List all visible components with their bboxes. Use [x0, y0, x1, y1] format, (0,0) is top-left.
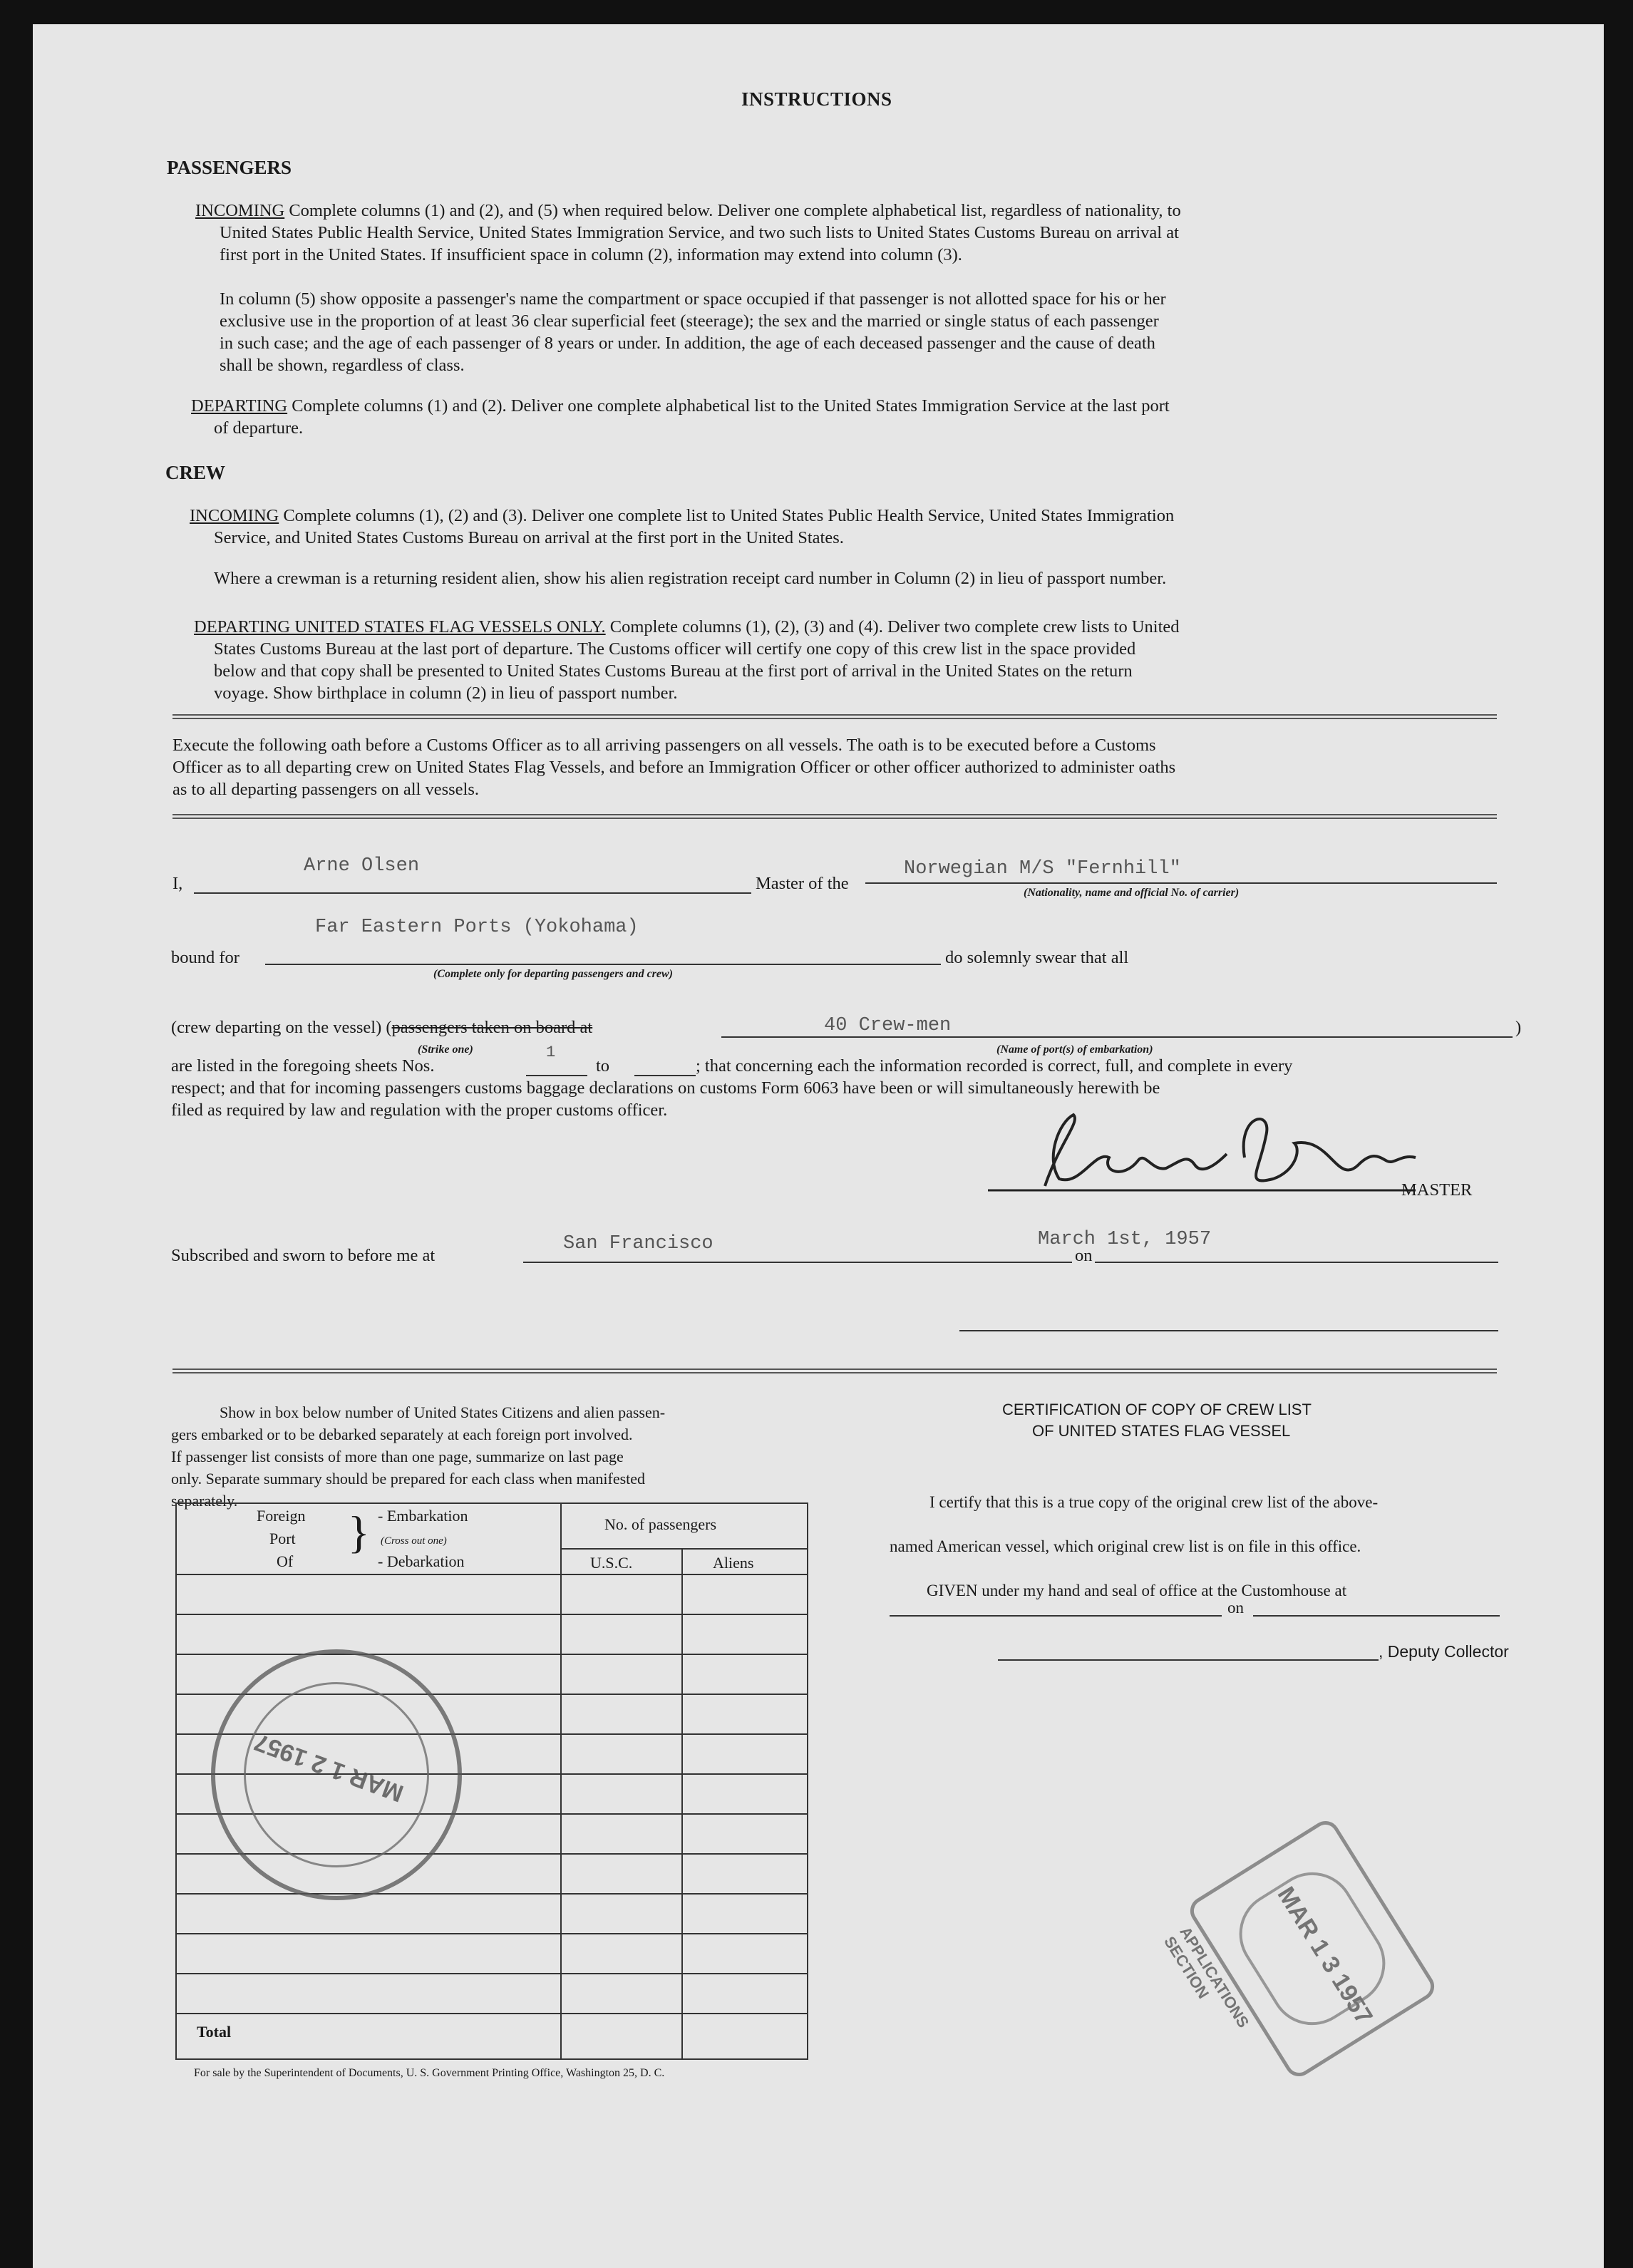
passengers-heading: PASSENGERS	[167, 157, 292, 178]
table-row-line	[177, 1654, 807, 1655]
officer-signature-line[interactable]	[959, 1330, 1498, 1331]
summary-text-line1: Show in box below number of United States Citizens and alien passen-	[220, 1403, 666, 1421]
sworn-on-label: on	[1075, 1246, 1093, 1265]
divider-double-2	[172, 814, 1497, 815]
crew-departing-line2: States Customs Bureau at the last port of departure. The Customs officer will certify one copy of this crew list in the space provided	[214, 639, 1136, 659]
passengers-departing-line2: of departure.	[214, 418, 304, 438]
column5-line1: In column (5) show opposite a passenger's name the compartment or space occupied if that passenger is not allotted space for his or her	[220, 289, 1166, 309]
circular-stamp-date: MAR 1 2 1957	[250, 1728, 407, 1808]
sheet-from-line	[526, 1075, 587, 1076]
oath-intro-line1: Execute the following oath before a Customs Officer as to all arriving passengers on all vessels. The oath is to be executed before a Customs	[172, 736, 1156, 755]
crew-returning-text: Where a crewman is a returning resident alien, show his alien registration receipt card number in Column (2) in lieu of passport number.	[214, 569, 1167, 588]
deputy-collector-label: , Deputy Collector	[1379, 1642, 1509, 1661]
table-row-line	[177, 1933, 807, 1934]
table-row-line	[177, 1893, 807, 1895]
port-label: Port	[269, 1530, 296, 1547]
bound-for-line	[265, 964, 941, 965]
debarkation-label[interactable]: - Debarkation	[378, 1552, 465, 1570]
certification-text-2: named American vessel, which original crew list is on file in this office.	[890, 1537, 1361, 1555]
master-name-line	[194, 892, 751, 894]
table-row-line	[177, 2013, 807, 2014]
oath-i-label: I,	[172, 874, 183, 893]
embark-line	[721, 1036, 1513, 1038]
certification-text-1: I certify that this is a true copy of the original crew list of the above-	[929, 1493, 1379, 1511]
swear-label: do solemnly swear that all	[945, 948, 1129, 967]
certification-on-label: on	[1227, 1599, 1244, 1617]
master-label: MASTER	[1401, 1180, 1473, 1200]
rectangular-date-stamp	[1160, 1815, 1439, 2081]
strike-caption: (Strike one)	[418, 1043, 473, 1056]
summary-text-line4: only. Separate summary should be prepared for each class when manifested	[171, 1470, 646, 1488]
master-of-label: Master of the	[756, 874, 849, 893]
crew-departing-label-line: (crew departing on the vessel) (passengers taken on board at	[171, 1018, 593, 1037]
summary-text-line2: gers embarked or to be debarked separately at each foreign port involved.	[171, 1426, 633, 1443]
rectangular-stamp-section: APPLICATIONS SECTION	[1160, 1923, 1253, 2031]
crew-departing-line1: DEPARTING UNITED STATES FLAG VESSELS ONLY. Complete columns (1), (2), (3) and (4). Deliver two complete crew lists to United	[194, 617, 1180, 636]
divider-double-3	[172, 1368, 1497, 1370]
table-row-line	[177, 1614, 807, 1615]
instructions-title: INSTRUCTIONS	[741, 88, 892, 110]
table-vline-1	[560, 1504, 562, 2058]
table-row-line	[177, 1973, 807, 1974]
sworn-label: Subscribed and sworn to before me at	[171, 1246, 436, 1265]
summary-text-line5: separately.	[171, 1492, 238, 1510]
vessel-line	[865, 882, 1497, 884]
certify-line2: respect; and that for incoming passengers customs baggage declarations on customs Form 6063 have been or will simultaneously herewith be	[171, 1078, 1160, 1098]
passengers-incoming-line1: INCOMING Complete columns (1) and (2), and (5) when required below. Deliver one complete alphabetical list, regardless of nationality, to	[195, 201, 1181, 220]
crew-departing-label: DEPARTING UNITED STATES FLAG VESSELS ONLY.	[194, 617, 606, 636]
table-header-line	[177, 1574, 807, 1575]
column5-line4: shall be shown, regardless of class.	[220, 356, 465, 375]
sworn-place-field[interactable]: San Francisco	[563, 1233, 714, 1254]
oath-intro-line2: Officer as to all departing crew on United States Flag Vessels, and before an Immigration Officer or other officer authorized to administer oaths	[172, 758, 1176, 777]
certification-text-3: GIVEN under my hand and seal of office at the Customhouse at	[927, 1582, 1347, 1599]
passengers-incoming-line2: United States Public Health Service, United States Immigration Service, and two such lists to United States Customs Bureau on arrival at	[220, 223, 1179, 242]
bound-for-field[interactable]: Far Eastern Ports (Yokohama)	[315, 917, 639, 938]
foreign-label: Foreign	[257, 1507, 306, 1525]
sheet-to-line[interactable]	[634, 1075, 696, 1076]
certification-date-line[interactable]	[1253, 1615, 1500, 1617]
crew-departing-line3: below and that copy shall be presented to United States Customs Bureau at the first port of arrival in the United States on the return	[214, 661, 1133, 681]
bound-for-label: bound for	[171, 948, 239, 967]
customhouse-line[interactable]	[890, 1615, 1222, 1617]
embark-field[interactable]: 40 Crew-men	[824, 1015, 952, 1036]
vessel-field[interactable]: Norwegian M/S "Fernhill"	[904, 858, 1181, 880]
passengers-incoming-label: INCOMING	[195, 201, 285, 220]
certification-title-1: CERTIFICATION OF COPY OF CREW LIST	[1002, 1401, 1312, 1418]
certify-line3: filed as required by law and regulation with the proper customs officer.	[171, 1101, 668, 1120]
oath-intro-line3: as to all departing passengers on all vessels.	[172, 780, 480, 799]
certification-title-2: OF UNITED STATES FLAG VESSEL	[1032, 1422, 1291, 1440]
divider-double-1	[172, 714, 1497, 716]
passengers-incoming-line3: first port in the United States. If insufficient space in column (2), information may extend into column (3).	[220, 245, 962, 264]
summary-text-line3: If passenger list consists of more than one page, summarize on last page	[171, 1448, 624, 1465]
crew-incoming-line1: INCOMING Complete columns (1), (2) and (3). Deliver one complete list to United States Public Health Service, United States Immigration	[190, 506, 1175, 525]
crew-departing-line4: voyage. Show birthplace in column (2) in lieu of passport number.	[214, 684, 678, 703]
usc-label: U.S.C.	[590, 1554, 633, 1572]
sworn-place-line	[523, 1262, 1072, 1263]
brace-icon: }	[348, 1507, 370, 1557]
embarkation-label[interactable]: - Embarkation	[378, 1507, 468, 1525]
crew-heading: CREW	[165, 462, 226, 483]
vessel-caption: (Nationality, name and official No. of carrier)	[1024, 887, 1240, 899]
of-label: Of	[277, 1552, 294, 1570]
aliens-label: Aliens	[713, 1554, 754, 1572]
cross-out-label: (Cross out one)	[381, 1535, 447, 1547]
master-signature	[959, 1093, 1458, 1207]
sheets-label: are listed in the foregoing sheets Nos.	[171, 1056, 435, 1076]
master-name-field[interactable]: Arne Olsen	[304, 855, 420, 877]
crew-incoming-line2: Service, and United States Customs Bureau on arrival at the first port in the United States.	[214, 528, 844, 547]
document-page	[33, 24, 1604, 2268]
certify-line1: ; that concerning each the information recorded is correct, full, and complete in every	[696, 1056, 1293, 1076]
sworn-date-line	[1095, 1262, 1498, 1263]
printing-footer: For sale by the Superintendent of Documents, U. S. Government Printing Office, Washington 25, D. C.	[194, 2067, 665, 2079]
column5-line2: exclusive use in the proportion of at least 36 clear superficial feet (steerage); the sex and the married or single status of each passenger	[220, 311, 1159, 331]
total-label: Total	[197, 2023, 232, 2041]
bound-for-caption: (Complete only for departing passengers and crew)	[433, 968, 673, 980]
close-paren: )	[1515, 1018, 1522, 1037]
embark-caption: (Name of port(s) of embarkation)	[996, 1043, 1153, 1056]
table-header-sub-line	[560, 1548, 807, 1550]
passengers-departing-label: DEPARTING	[191, 396, 288, 416]
rectangular-stamp-date: MAR 1 3 1957	[1272, 1882, 1379, 2029]
sworn-date-field[interactable]: March 1st, 1957	[1038, 1229, 1212, 1250]
to-label: to	[596, 1056, 610, 1076]
column5-line3: in such case; and the age of each passenger of 8 years or under. In addition, the age of each deceased passenger and the cause of death	[220, 334, 1155, 353]
sheet-from-field[interactable]: 1	[546, 1043, 556, 1061]
circular-date-stamp	[211, 1649, 462, 1900]
no-passengers-label: No. of passengers	[604, 1515, 717, 1533]
struck-passengers-text: passengers taken on board at	[391, 1018, 593, 1037]
crew-incoming-label: INCOMING	[190, 506, 279, 525]
table-vline-2	[681, 1548, 683, 2058]
deputy-collector-line[interactable]	[998, 1659, 1379, 1661]
passengers-departing-line1: DEPARTING Complete columns (1) and (2). Deliver one complete alphabetical list to the United States Immigration Service at the last port	[191, 396, 1170, 416]
